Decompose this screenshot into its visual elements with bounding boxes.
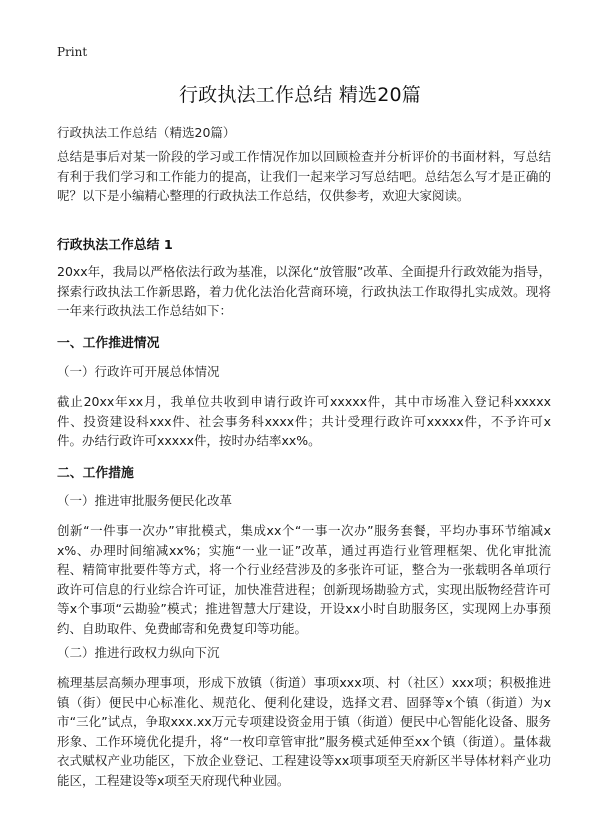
document-title: 行政执法工作总结 精选20篇 bbox=[178, 84, 422, 106]
document-subtitle: 行政执法工作总结（精选20篇） bbox=[57, 125, 236, 140]
heading-work-measures: 二、工作措施 bbox=[57, 466, 134, 481]
heading-work-progress: 一、工作推进情况 bbox=[57, 336, 160, 351]
subheading-approval-reform: （一）推进审批服务便民化改革 bbox=[57, 493, 233, 508]
approval-reform-paragraph: 创新“一件事一次办”审批模式，集成xx个“一事一次办”服务套餐，平均办事环节缩减xx%、办理时间缩减xx%；实施“一业一证”改革，通过再造行业管理框架、优化审批流程、精简审批要件等方式，将一个行业经营涉及的多张许可证，整合为一张载明各单项行政许可信息的行业综合许可证，加快准营进程；创新现场勘验方式，实现出版物经营许可等x个事项“云勘验”模式；推进智慧大厅建设，开设xx小时自助服务区，实现网上办事预约、自助取件、免费邮寄和免费复印等功能。 bbox=[57, 523, 551, 636]
license-overview-paragraph: 截止20xx年xx月，我单位共收到申请行政许可xxxxx件，其中市场准入登记科xxxxx件、投资建设科xxx件、社会事务科xxxx件；共计受理行政许可xxxxx件，不予许可x件。办结行政许可xxxxx件，按时办结率xx%。 bbox=[57, 394, 551, 448]
print-label[interactable]: Print bbox=[57, 45, 88, 59]
power-devolution-paragraph: 梳理基层高频办理事项，形成下放镇（街道）事项xxx项、村（社区）xxx项；积极推进镇（街）便民中心标准化、规范化、便利化建设，选择文君、固驿等x个镇（街道）为x市“三化”试点，争取xxx.xx万元专项建设资金用于镇（街道）便民中心智能化设备、服务形象、工作环境优化提升，将“一枚印章管审批”服务模式延伸至xx个镇（街道）。量体裁衣式赋权产业功能区，下放企业登记、工程建设等xx项事项至天府新区半导体材料产业功能区，工程建设等x项至天府现代种业园。 bbox=[57, 675, 551, 788]
section-title: 行政执法工作总结 1 bbox=[57, 238, 173, 253]
section-intro-paragraph: 20xx年，我局以严格依法行政为基准，以深化“放管服”改革、全面提升行政效能为指导，探索行政执法工作新思路，着力优化法治化营商环境，行政执法工作取得扎实成效。现将一年来行政执法工作总结如下： bbox=[57, 264, 551, 318]
subheading-license-overview: （一）行政许可开展总体情况 bbox=[57, 364, 220, 379]
intro-paragraph: 总结是事后对某一阶段的学习或工作情况作加以回顾检查并分析评价的书面材料，写总结有利于我们学习和工作能力的提高，让我们一起来学习写总结吧。总结怎么写才是正确的呢？以下是小编精心整理的行政执法工作总结，仅供参考，欢迎大家阅读。 bbox=[57, 149, 551, 203]
subheading-power-devolution: （二）推进行政权力纵向下沉 bbox=[57, 645, 220, 660]
